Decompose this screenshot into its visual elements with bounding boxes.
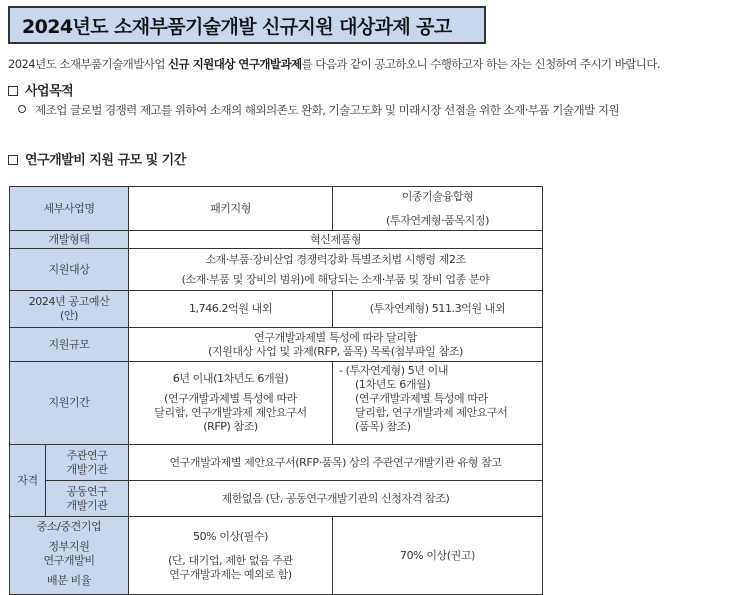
sme-label-line2: 정부지원 <box>48 540 90 553</box>
period-package-line3: 달리함, 연구개발과제 제안요구서 <box>154 406 307 419</box>
square-bullet-icon <box>8 86 18 96</box>
purpose-bullet <box>18 102 619 118</box>
sme-ratio-label <box>10 517 129 595</box>
intro-post: 를 다음과 같이 공고하오니 수행하고자 하는 자는 신청하여 주시기 바랍니다. <box>301 57 661 71</box>
joint-label-line2: 개발기관 <box>66 498 108 512</box>
header-subprogram: 세부사업명 <box>10 187 129 231</box>
header-hetero <box>333 187 543 231</box>
sme-package-line1: 50% 이상(필수) <box>192 529 269 543</box>
section-purpose-heading <box>8 80 73 99</box>
table-row <box>10 328 543 362</box>
period-hetero-line2: (1차년도 6개월) <box>355 378 431 391</box>
lead-institution-value: 연구개발과제별 제안요구서(RFP·품목) 상의 주관연구개발기관 유형 참고 <box>129 445 543 481</box>
sme-package-line3: 연구개발과제는 예외로 함) <box>169 567 292 581</box>
sme-package <box>129 517 333 595</box>
period-package <box>129 362 333 445</box>
table-row <box>10 231 543 249</box>
square-bullet-icon <box>8 155 18 165</box>
period-hetero <box>333 362 543 445</box>
section-budget-title: 연구개발비 지원 규모 및 기간 <box>25 153 186 168</box>
section-purpose-title: 사업목적 <box>25 84 74 99</box>
sme-label-line4: 배분 비율 <box>47 574 92 587</box>
scale-line1: 연구개발과제별 특성에 따라 달리함 <box>254 330 417 344</box>
sme-hetero: 70% 이상(권고) <box>333 517 543 595</box>
period-hetero-line1: - (투자연계형) 5년 이내 <box>339 364 449 377</box>
intro-pre: 2024년도 소재부품기술개발사업 <box>8 57 168 71</box>
table-row <box>10 481 543 517</box>
joint-label-line1: 공동연구 <box>66 484 108 498</box>
type-value: 혁신제품형 <box>129 231 543 249</box>
lead-label-line2: 개발기관 <box>66 462 108 476</box>
period-hetero-line3: (연구개발과제별 특성에 따라 <box>355 392 488 405</box>
period-hetero-line4: 달리함, 연구개발과제 제안요구서 <box>355 406 508 419</box>
purpose-text: 제조업 글로벌 경쟁력 제고를 위하여 소재의 해외의존도 완화, 기술고도화 및 미래시장 선점을 위한 소재·부품 기술개발 지원 <box>35 103 620 117</box>
sme-label-line3: 연구개발비 <box>43 554 95 567</box>
budget-label-line1: 2024년 공고예산 <box>28 295 110 308</box>
scale-label: 지원규모 <box>10 328 129 362</box>
qualification-label: 자격 <box>10 445 46 517</box>
budget-package: 1,746.2억원 내외 <box>129 291 333 328</box>
target-label: 지원대상 <box>10 249 129 291</box>
table-row <box>10 249 543 291</box>
intro-bold: 신규 지원대상 연구개발과제 <box>168 57 302 71</box>
budget-label-line2: (안) <box>60 309 79 322</box>
scale-line2: (지원대상 사업 및 과제(RFP, 품목) 목록(첨부파일 참조) <box>208 344 463 358</box>
circle-bullet-icon <box>18 105 26 113</box>
scale-value <box>129 328 543 362</box>
sme-package-line2: (단, 대기업, 제한 없음 주관 <box>168 553 293 567</box>
page-title: 2024년도 소재부품기술개발 신규지원 대상과제 공고 <box>8 6 486 44</box>
target-value <box>129 249 543 291</box>
header-hetero-line1: 이종기술융합형 <box>401 189 474 203</box>
budget-label <box>10 291 129 328</box>
table-row <box>10 517 543 595</box>
sme-label-line1: 중소/중견기업 <box>36 520 102 533</box>
target-line1: 소재·부품·장비산업 경쟁력강화 특별조치법 시행령 제2조 <box>205 252 466 266</box>
period-package-line2: (연구개발과제별 특성에 따라 <box>164 392 297 405</box>
table-header-row <box>10 187 543 231</box>
table-row <box>10 445 543 481</box>
lead-institution-label <box>46 445 129 481</box>
table-row <box>10 291 543 328</box>
intro-text <box>8 56 745 72</box>
period-label: 지원기간 <box>10 362 129 445</box>
type-label: 개발형태 <box>10 231 129 249</box>
period-hetero-line5: (품목) 참조) <box>355 420 411 433</box>
target-line2: (소재·부품 및 장비의 범위)에 해당되는 소재·부품 및 장비 업종 분야 <box>181 272 490 286</box>
section-budget-heading <box>8 149 186 168</box>
period-package-line4: (RFP) 참조) <box>203 420 258 433</box>
support-table <box>9 186 543 595</box>
budget-hetero: (투자연계형) 511.3억원 내외 <box>333 291 543 328</box>
period-package-line1: 6년 이내(1차년도 6개월) <box>172 372 289 385</box>
joint-institution-value: 제한없음 (단, 공동연구개발기관의 신청자격 참조) <box>129 481 543 517</box>
table-row <box>10 362 543 445</box>
lead-label-line1: 주관연구 <box>66 448 108 462</box>
header-hetero-line2: (투자연계형·품목지정) <box>386 213 489 227</box>
joint-institution-label <box>46 481 129 517</box>
header-package: 패키지형 <box>129 187 333 231</box>
